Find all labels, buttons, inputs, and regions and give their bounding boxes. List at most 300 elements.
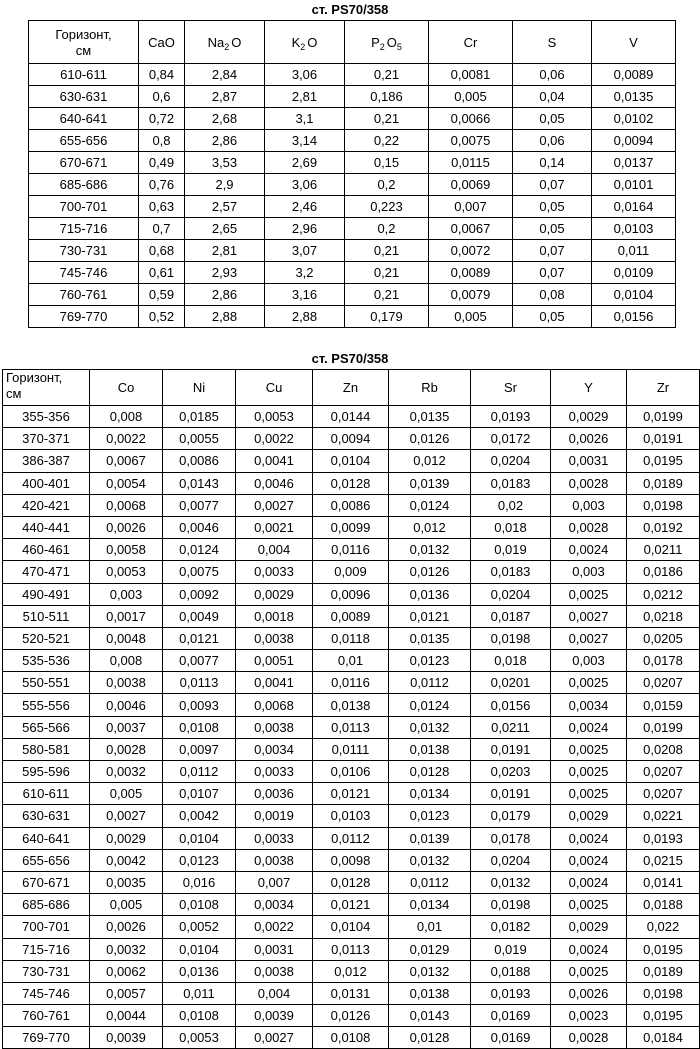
value-cell: 0,0141 [627, 871, 700, 893]
value-cell: 0,0199 [627, 406, 700, 428]
value-cell: 0,22 [345, 130, 429, 152]
table-row [3, 738, 700, 760]
value-cell: 0,0198 [471, 627, 551, 649]
value-cell: 0,0128 [313, 871, 389, 893]
horizon-cell: 685-686 [29, 174, 139, 196]
column-header-subscript: 2 [379, 41, 385, 52]
value-cell: 0,07 [513, 262, 592, 284]
value-cell: 3,1 [265, 108, 345, 130]
value-cell: 2,96 [265, 218, 345, 240]
horizon-cell: 555-556 [3, 694, 90, 716]
value-cell: 0,0024 [551, 827, 627, 849]
value-cell: 0,012 [389, 516, 471, 538]
value-cell: 0,0041 [236, 450, 313, 472]
value-cell: 0,0053 [236, 406, 313, 428]
value-cell: 0,0081 [429, 64, 513, 86]
value-cell: 0,0183 [471, 561, 551, 583]
horizon-cell: 535-536 [3, 650, 90, 672]
value-cell: 0,0092 [163, 583, 236, 605]
value-cell: 0,0198 [627, 494, 700, 516]
table2-caption: ст. PS70/358 [311, 351, 389, 366]
value-cell: 0,0113 [163, 672, 236, 694]
value-cell: 0,0104 [592, 284, 676, 306]
value-cell: 0,0022 [236, 916, 313, 938]
table-row [29, 86, 676, 108]
value-cell: 0,0046 [90, 694, 163, 716]
value-cell: 0,0132 [389, 849, 471, 871]
value-cell: 0,0112 [389, 672, 471, 694]
value-cell: 0,0212 [627, 583, 700, 605]
table-row [3, 650, 700, 672]
horizon-cell: 640-641 [29, 108, 139, 130]
horizon-cell: 655-656 [3, 849, 90, 871]
column-header [345, 21, 429, 64]
value-cell: 0,004 [236, 982, 313, 1004]
horizon-cell: 610-611 [3, 783, 90, 805]
value-cell: 0,0075 [163, 561, 236, 583]
value-cell: 0,0124 [389, 494, 471, 516]
column-header: Zn [313, 370, 389, 406]
value-cell: 0,0169 [471, 1027, 551, 1049]
value-cell: 0,07 [513, 240, 592, 262]
value-cell: 2,68 [185, 108, 265, 130]
value-cell: 0,0033 [236, 761, 313, 783]
value-cell: 0,0027 [551, 627, 627, 649]
horizon-cell: 440-441 [3, 516, 90, 538]
value-cell: 0,179 [345, 306, 429, 328]
horizon-cell: 760-761 [3, 1005, 90, 1027]
horizon-cell: 550-551 [3, 672, 90, 694]
value-cell: 0,0025 [551, 672, 627, 694]
value-cell: 0,0027 [236, 1027, 313, 1049]
value-cell: 2,9 [185, 174, 265, 196]
value-cell: 0,0077 [163, 650, 236, 672]
value-cell: 0,0051 [236, 650, 313, 672]
value-cell: 0,0072 [429, 240, 513, 262]
value-cell: 0,0195 [627, 938, 700, 960]
value-cell: 0,76 [139, 174, 185, 196]
column-header-subscript: 5 [396, 41, 402, 52]
value-cell: 0,0026 [90, 916, 163, 938]
value-cell: 0,0025 [551, 583, 627, 605]
value-cell: 2,93 [185, 262, 265, 284]
column-header-base: Na [207, 34, 225, 50]
horizon-cell: 610-611 [29, 64, 139, 86]
table-row [3, 406, 700, 428]
value-cell: 0,003 [551, 561, 627, 583]
trace-element-table [2, 369, 700, 1049]
horizon-cell: 715-716 [29, 218, 139, 240]
value-cell: 3,06 [265, 64, 345, 86]
column-header [265, 21, 345, 64]
value-cell: 0,0195 [627, 1005, 700, 1027]
value-cell: 0,05 [513, 218, 592, 240]
value-cell: 0,008 [90, 406, 163, 428]
value-cell: 0,0024 [551, 871, 627, 893]
value-cell: 0,0094 [313, 428, 389, 450]
value-cell: 0,0104 [313, 450, 389, 472]
value-cell: 0,05 [513, 196, 592, 218]
value-cell: 0,63 [139, 196, 185, 218]
value-cell: 0,0024 [551, 938, 627, 960]
column-header: Rb [389, 370, 471, 406]
value-cell: 0,018 [471, 516, 551, 538]
column-header: Ni [163, 370, 236, 406]
value-cell: 0,0077 [163, 494, 236, 516]
value-cell: 0,0118 [313, 627, 389, 649]
horizon-header-line1: Горизонт, [6, 370, 63, 385]
value-cell: 0,0137 [592, 152, 676, 174]
table-row [3, 827, 700, 849]
value-cell: 0,0067 [429, 218, 513, 240]
horizon-cell: 769-770 [29, 306, 139, 328]
value-cell: 0,003 [90, 583, 163, 605]
value-cell: 0,01 [389, 916, 471, 938]
oxide-table [28, 20, 676, 328]
value-cell: 0,06 [513, 130, 592, 152]
column-header-subscript: 2 [224, 41, 230, 52]
value-cell: 0,0143 [163, 472, 236, 494]
value-cell: 0,0143 [389, 1005, 471, 1027]
value-cell: 0,0037 [90, 716, 163, 738]
value-cell: 0,0178 [471, 827, 551, 849]
column-header [185, 21, 265, 64]
value-cell: 0,0025 [551, 738, 627, 760]
value-cell: 0,0135 [592, 86, 676, 108]
horizon-cell: 490-491 [3, 583, 90, 605]
column-header-base: K [291, 34, 301, 50]
value-cell: 0,0103 [313, 805, 389, 827]
value-cell: 0,0191 [627, 428, 700, 450]
value-cell: 0,0022 [90, 428, 163, 450]
value-cell: 0,0058 [90, 539, 163, 561]
value-cell: 0,0048 [90, 627, 163, 649]
column-header-part: O [386, 34, 397, 50]
table-row [3, 516, 700, 538]
value-cell: 0,0132 [389, 960, 471, 982]
value-cell: 0,59 [139, 284, 185, 306]
table-row [3, 938, 700, 960]
value-cell: 0,68 [139, 240, 185, 262]
value-cell: 2,65 [185, 218, 265, 240]
value-cell: 0,72 [139, 108, 185, 130]
value-cell: 0,0038 [236, 716, 313, 738]
horizon-header-line2: см [6, 386, 22, 401]
value-cell: 0,0129 [389, 938, 471, 960]
value-cell: 0,0028 [551, 516, 627, 538]
horizon-cell: 520-521 [3, 627, 90, 649]
horizon-cell: 655-656 [29, 130, 139, 152]
horizon-cell: 565-566 [3, 716, 90, 738]
value-cell: 0,0191 [471, 738, 551, 760]
value-cell: 0,0207 [627, 672, 700, 694]
table-row [3, 716, 700, 738]
value-cell: 0,0116 [313, 672, 389, 694]
value-cell: 0,0128 [389, 761, 471, 783]
horizon-cell: 630-631 [29, 86, 139, 108]
value-cell: 0,022 [627, 916, 700, 938]
value-cell: 0,0132 [471, 871, 551, 893]
value-cell: 0,0103 [592, 218, 676, 240]
value-cell: 0,0186 [627, 561, 700, 583]
value-cell: 0,0188 [471, 960, 551, 982]
value-cell: 0,0038 [236, 849, 313, 871]
value-cell: 2,81 [265, 86, 345, 108]
value-cell: 0,21 [345, 284, 429, 306]
value-cell: 0,0022 [236, 428, 313, 450]
value-cell: 0,0198 [471, 894, 551, 916]
table-row [29, 284, 676, 306]
value-cell: 0,005 [429, 86, 513, 108]
value-cell: 0,0102 [592, 108, 676, 130]
value-cell: 0,0221 [627, 805, 700, 827]
horizon-cell: 400-401 [3, 472, 90, 494]
value-cell: 0,14 [513, 152, 592, 174]
value-cell: 0,0029 [90, 827, 163, 849]
value-cell: 0,018 [471, 650, 551, 672]
value-cell: 0,0112 [389, 871, 471, 893]
value-cell: 0,0038 [90, 672, 163, 694]
value-cell: 0,0156 [471, 694, 551, 716]
value-cell: 0,0126 [389, 561, 471, 583]
value-cell: 0,0019 [236, 805, 313, 827]
value-cell: 0,0195 [627, 450, 700, 472]
value-cell: 0,0126 [313, 1005, 389, 1027]
value-cell: 0,186 [345, 86, 429, 108]
value-cell: 0,0107 [163, 783, 236, 805]
value-cell: 0,01 [313, 650, 389, 672]
table1-caption: ст. PS70/358 [311, 2, 389, 17]
value-cell: 0,007 [236, 871, 313, 893]
value-cell: 0,0039 [236, 1005, 313, 1027]
horizon-cell: 670-671 [3, 871, 90, 893]
value-cell: 0,0144 [313, 406, 389, 428]
value-cell: 0,52 [139, 306, 185, 328]
value-cell: 0,0036 [236, 783, 313, 805]
value-cell: 2,88 [265, 306, 345, 328]
value-cell: 2,46 [265, 196, 345, 218]
table-row [29, 262, 676, 284]
column-header: Zr [627, 370, 700, 406]
value-cell: 0,0024 [551, 716, 627, 738]
horizon-cell: 510-511 [3, 605, 90, 627]
horizon-cell: 745-746 [29, 262, 139, 284]
horizon-cell: 700-701 [29, 196, 139, 218]
value-cell: 0,0079 [429, 284, 513, 306]
value-cell: 0,0121 [389, 605, 471, 627]
value-cell: 0,004 [236, 539, 313, 561]
value-cell: 0,0113 [313, 716, 389, 738]
value-cell: 0,0139 [389, 827, 471, 849]
table-row [3, 982, 700, 1004]
value-cell: 2,87 [185, 86, 265, 108]
table-row [3, 672, 700, 694]
value-cell: 0,005 [90, 894, 163, 916]
horizon-cell: 386-387 [3, 450, 90, 472]
value-cell: 0,0021 [236, 516, 313, 538]
value-cell: 0,05 [513, 306, 592, 328]
value-cell: 0,0104 [163, 827, 236, 849]
horizon-cell: 460-461 [3, 539, 90, 561]
table-row [3, 694, 700, 716]
value-cell: 0,0128 [389, 1027, 471, 1049]
column-header [513, 21, 592, 64]
value-cell: 0,012 [389, 450, 471, 472]
value-cell: 0,0132 [389, 539, 471, 561]
value-cell: 0,0029 [551, 406, 627, 428]
horizon-cell: 715-716 [3, 938, 90, 960]
horizon-cell: 370-371 [3, 428, 90, 450]
horizon-cell: 640-641 [3, 827, 90, 849]
value-cell: 0,0115 [429, 152, 513, 174]
value-cell: 0,016 [163, 871, 236, 893]
value-cell: 0,0159 [627, 694, 700, 716]
value-cell: 0,0123 [389, 650, 471, 672]
value-cell: 0,0053 [90, 561, 163, 583]
column-header-base: V [629, 34, 638, 50]
value-cell: 3,53 [185, 152, 265, 174]
value-cell: 0,0093 [163, 694, 236, 716]
value-cell: 0,0025 [551, 894, 627, 916]
value-cell: 0,21 [345, 262, 429, 284]
value-cell: 0,0112 [313, 827, 389, 849]
value-cell: 0,21 [345, 108, 429, 130]
value-cell: 0,0018 [236, 605, 313, 627]
table-row [29, 218, 676, 240]
horizon-cell: 630-631 [3, 805, 90, 827]
value-cell: 0,0124 [389, 694, 471, 716]
value-cell: 0,6 [139, 86, 185, 108]
value-cell: 0,0031 [551, 450, 627, 472]
value-cell: 0,0108 [163, 716, 236, 738]
value-cell: 0,0053 [163, 1027, 236, 1049]
value-cell: 0,0121 [313, 783, 389, 805]
value-cell: 0,005 [90, 783, 163, 805]
value-cell: 0,0038 [236, 627, 313, 649]
value-cell: 0,0113 [313, 938, 389, 960]
table-row [3, 428, 700, 450]
value-cell: 0,0207 [627, 783, 700, 805]
value-cell: 0,0032 [90, 938, 163, 960]
value-cell: 0,0211 [627, 539, 700, 561]
value-cell: 0,0111 [313, 738, 389, 760]
value-cell: 0,0034 [236, 894, 313, 916]
value-cell: 0,2 [345, 218, 429, 240]
value-cell: 0,0023 [551, 1005, 627, 1027]
horizon-header [29, 21, 139, 64]
table-row [3, 450, 700, 472]
value-cell: 0,0029 [236, 583, 313, 605]
value-cell: 0,0026 [551, 428, 627, 450]
table-row [3, 472, 700, 494]
value-cell: 0,0108 [163, 1005, 236, 1027]
value-cell: 0,0054 [90, 472, 163, 494]
table-row [3, 561, 700, 583]
value-cell: 3,07 [265, 240, 345, 262]
value-cell: 0,0184 [627, 1027, 700, 1049]
value-cell: 0,7 [139, 218, 185, 240]
value-cell: 0,0031 [236, 938, 313, 960]
value-cell: 0,21 [345, 240, 429, 262]
value-cell: 0,0042 [163, 805, 236, 827]
value-cell: 0,0055 [163, 428, 236, 450]
value-cell: 0,15 [345, 152, 429, 174]
table-row [29, 108, 676, 130]
value-cell: 0,0204 [471, 450, 551, 472]
value-cell: 0,0027 [236, 494, 313, 516]
table-row [3, 1005, 700, 1027]
table-row [3, 627, 700, 649]
value-cell: 0,21 [345, 64, 429, 86]
horizon-cell: 670-671 [29, 152, 139, 174]
value-cell: 0,0192 [627, 516, 700, 538]
value-cell: 0,0218 [627, 605, 700, 627]
value-cell: 0,0032 [90, 761, 163, 783]
value-cell: 0,0109 [592, 262, 676, 284]
table-row [3, 1027, 700, 1049]
column-header-base: Cr [463, 34, 478, 50]
value-cell: 0,0046 [236, 472, 313, 494]
horizon-cell: 730-731 [3, 960, 90, 982]
value-cell: 0,0189 [627, 960, 700, 982]
value-cell: 0,0134 [389, 783, 471, 805]
value-cell: 0,0193 [471, 406, 551, 428]
value-cell: 0,019 [471, 539, 551, 561]
table-row [3, 583, 700, 605]
column-header [139, 21, 185, 64]
value-cell: 0,0025 [551, 783, 627, 805]
table-row [3, 871, 700, 893]
horizon-cell: 700-701 [3, 916, 90, 938]
value-cell: 0,0046 [163, 516, 236, 538]
value-cell: 0,011 [163, 982, 236, 1004]
value-cell: 0,0193 [471, 982, 551, 1004]
value-cell: 0,0182 [471, 916, 551, 938]
value-cell: 0,0183 [471, 472, 551, 494]
value-cell: 0,0134 [389, 894, 471, 916]
value-cell: 0,0187 [471, 605, 551, 627]
horizon-cell: 595-596 [3, 761, 90, 783]
value-cell: 0,0024 [551, 539, 627, 561]
value-cell: 0,0026 [551, 982, 627, 1004]
value-cell: 0,0094 [592, 130, 676, 152]
value-cell: 0,05 [513, 108, 592, 130]
value-cell: 0,0193 [627, 827, 700, 849]
value-cell: 0,0075 [429, 130, 513, 152]
table-row [3, 783, 700, 805]
horizon-header [3, 370, 90, 406]
value-cell: 0,0178 [627, 650, 700, 672]
value-cell: 0,0201 [471, 672, 551, 694]
value-cell: 0,0041 [236, 672, 313, 694]
value-cell: 0,07 [513, 174, 592, 196]
value-cell: 0,0066 [429, 108, 513, 130]
column-header: Sr [471, 370, 551, 406]
horizon-header-line1: Горизонт, [55, 27, 112, 42]
value-cell: 0,0098 [313, 849, 389, 871]
value-cell: 0,0189 [627, 472, 700, 494]
value-cell: 0,04 [513, 86, 592, 108]
table-row [29, 130, 676, 152]
value-cell: 0,008 [90, 650, 163, 672]
value-cell: 3,14 [265, 130, 345, 152]
value-cell: 0,0123 [389, 805, 471, 827]
table-row [3, 805, 700, 827]
value-cell: 0,0198 [627, 982, 700, 1004]
value-cell: 0,003 [551, 494, 627, 516]
table-row [3, 960, 700, 982]
column-header-part: O [231, 34, 242, 50]
